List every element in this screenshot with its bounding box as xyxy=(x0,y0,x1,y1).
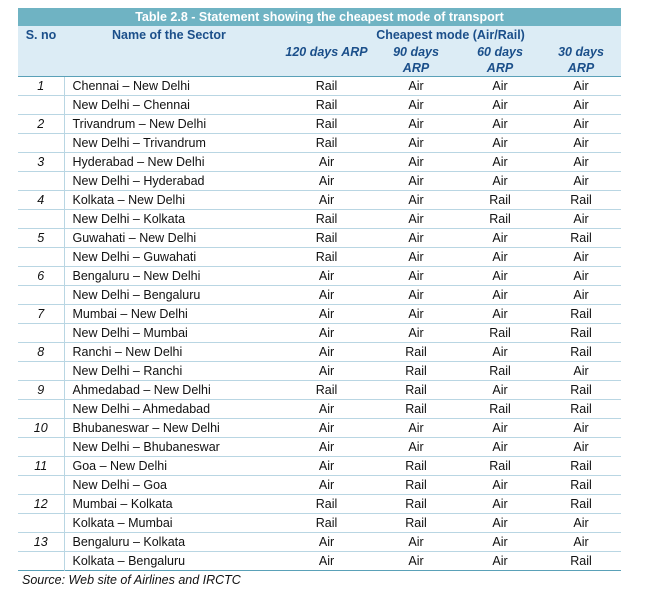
row-60-days: Air xyxy=(492,155,508,169)
row-60-days: Air xyxy=(492,383,508,397)
row-90-days: Air xyxy=(408,231,424,245)
row-sector: Mumbai – Kolkata xyxy=(64,495,280,514)
row-30-days: Rail xyxy=(570,402,592,416)
table-row xyxy=(18,134,621,153)
row-120-days: Rail xyxy=(315,98,338,112)
row-120-days: Air xyxy=(318,174,335,188)
row-60-days: Air xyxy=(492,478,508,492)
row-sno: 6 xyxy=(37,269,45,283)
row-sno xyxy=(18,248,64,267)
row-90-days: Rail xyxy=(405,345,427,359)
row-sector: Goa – New Delhi xyxy=(64,457,280,476)
table-row xyxy=(18,381,621,400)
row-60-days: Air xyxy=(492,421,508,435)
row-60-days: Air xyxy=(492,174,508,188)
row-120-days: Air xyxy=(318,155,335,169)
row-sector: New Delhi – Hyderabad xyxy=(64,172,280,191)
row-sno xyxy=(18,96,64,115)
row-90-days: Air xyxy=(408,326,424,340)
row-sno xyxy=(18,400,64,419)
table-row xyxy=(18,419,621,438)
row-120-days: Air xyxy=(318,345,335,359)
row-60-days: Rail xyxy=(489,326,511,340)
row-sector: New Delhi – Ahmedabad xyxy=(64,400,280,419)
row-60-days: Air xyxy=(492,535,508,549)
row-90-days: Rail xyxy=(405,497,427,511)
row-sector: Trivandrum – New Delhi xyxy=(64,115,280,134)
table-row xyxy=(18,362,621,381)
row-sector: Ranchi – New Delhi xyxy=(64,343,280,362)
row-30-days: Air xyxy=(573,98,589,112)
row-sector: New Delhi – Goa xyxy=(64,476,280,495)
row-30-days: Air xyxy=(573,136,589,150)
row-sno: 5 xyxy=(37,231,45,245)
table-row xyxy=(18,495,621,514)
row-30-days: Air xyxy=(573,117,589,131)
row-sector: Bengaluru – New Delhi xyxy=(64,267,280,286)
row-60-days: Air xyxy=(492,250,508,264)
row-30-days: Air xyxy=(573,535,589,549)
row-30-days: Air xyxy=(573,174,589,188)
row-120-days: Rail xyxy=(315,383,338,397)
row-sno xyxy=(18,134,64,153)
row-sector: Hyderabad – New Delhi xyxy=(64,153,280,172)
row-90-days: Air xyxy=(408,250,424,264)
row-30-days: Air xyxy=(573,269,589,283)
table-container xyxy=(18,8,621,587)
row-sector: New Delhi – Trivandrum xyxy=(64,134,280,153)
table-row xyxy=(18,514,621,533)
header-30-days: 30 days xyxy=(558,44,604,59)
row-sno xyxy=(18,552,64,571)
row-120-days: Air xyxy=(318,478,335,492)
row-90-days: Air xyxy=(408,193,424,207)
row-90-days: Rail xyxy=(405,364,427,378)
table-row xyxy=(18,286,621,305)
row-90-days: Rail xyxy=(405,383,427,397)
row-sector: New Delhi – Mumbai xyxy=(64,324,280,343)
row-30-days: Rail xyxy=(570,554,592,568)
row-60-days: Rail xyxy=(489,193,511,207)
row-30-days: Rail xyxy=(570,326,592,340)
row-30-days: Air xyxy=(573,79,589,93)
row-120-days: Air xyxy=(318,421,335,435)
row-120-days: Air xyxy=(318,535,335,549)
row-90-days: Air xyxy=(408,79,424,93)
table-title-text: - Statement showing the cheapest mode of transport xyxy=(187,10,504,24)
row-120-days: Air xyxy=(318,364,335,378)
table-row xyxy=(18,457,621,476)
row-sno: 3 xyxy=(37,155,45,169)
row-30-days: Rail xyxy=(570,307,592,321)
row-120-days: Rail xyxy=(315,250,338,264)
row-90-days: Rail xyxy=(405,478,427,492)
row-30-days: Air xyxy=(573,516,589,530)
row-sno: 8 xyxy=(37,345,45,359)
row-30-days: Air xyxy=(573,250,589,264)
row-90-days: Air xyxy=(408,535,424,549)
row-sno xyxy=(18,514,64,533)
table-row xyxy=(18,438,621,457)
table-row xyxy=(18,96,621,115)
row-sector: Bhubaneswar – New Delhi xyxy=(64,419,280,438)
row-sector: Mumbai – New Delhi xyxy=(64,305,280,324)
row-sno: 12 xyxy=(33,497,48,511)
row-sector: Guwahati – New Delhi xyxy=(64,229,280,248)
row-sno xyxy=(18,476,64,495)
row-30-days: Air xyxy=(573,421,589,435)
header-120-days: 120 days ARP xyxy=(285,44,368,59)
header-60-days: 60 days xyxy=(477,44,523,59)
row-60-days: Air xyxy=(492,307,508,321)
row-120-days: Air xyxy=(318,402,335,416)
row-120-days: Air xyxy=(318,459,335,473)
row-90-days: Air xyxy=(408,212,424,226)
row-60-days: Air xyxy=(492,136,508,150)
row-120-days: Air xyxy=(318,288,335,302)
row-sno: 10 xyxy=(33,421,48,435)
row-sector: Chennai – New Delhi xyxy=(64,77,280,96)
row-30-days: Rail xyxy=(570,383,592,397)
row-60-days: Air xyxy=(492,554,508,568)
row-30-days: Rail xyxy=(570,459,592,473)
header-90-days: 90 days xyxy=(393,44,439,59)
row-30-days: Air xyxy=(573,364,589,378)
row-120-days: Rail xyxy=(315,136,338,150)
header-cheapest-mode: Cheapest mode (Air/Rail) xyxy=(376,27,525,42)
row-60-days: Air xyxy=(492,79,508,93)
row-sno xyxy=(18,286,64,305)
table-row xyxy=(18,324,621,343)
row-90-days: Air xyxy=(408,288,424,302)
table-row xyxy=(18,153,621,172)
row-30-days: Rail xyxy=(570,231,592,245)
table-row xyxy=(18,172,621,191)
table-row xyxy=(18,476,621,495)
row-30-days: Air xyxy=(573,288,589,302)
row-60-days: Air xyxy=(492,440,508,454)
row-90-days: Air xyxy=(408,117,424,131)
row-90-days: Air xyxy=(408,421,424,435)
row-sector: Bengaluru – Kolkata xyxy=(64,533,280,552)
table-header xyxy=(18,26,621,77)
header-30-days-arp: ARP xyxy=(541,60,621,77)
row-30-days: Air xyxy=(573,440,589,454)
row-sector: Kolkata – Mumbai xyxy=(64,514,280,533)
row-30-days: Rail xyxy=(570,497,592,511)
row-30-days: Rail xyxy=(570,193,592,207)
table-row xyxy=(18,115,621,134)
row-120-days: Air xyxy=(318,554,335,568)
row-60-days: Rail xyxy=(489,459,511,473)
row-60-days: Air xyxy=(492,117,508,131)
row-60-days: Rail xyxy=(489,212,511,226)
row-sno: 13 xyxy=(33,535,48,549)
row-sno xyxy=(18,324,64,343)
row-90-days: Air xyxy=(408,269,424,283)
row-90-days: Air xyxy=(408,136,424,150)
row-sector: Ahmedabad – New Delhi xyxy=(64,381,280,400)
table-row xyxy=(18,343,621,362)
row-sector: Kolkata – New Delhi xyxy=(64,191,280,210)
row-120-days: Air xyxy=(318,440,335,454)
table-row xyxy=(18,248,621,267)
row-60-days: Rail xyxy=(489,402,511,416)
header-90-days-arp: ARP xyxy=(373,60,459,77)
row-30-days: Rail xyxy=(570,345,592,359)
row-90-days: Air xyxy=(408,554,424,568)
table-row xyxy=(18,191,621,210)
table-title xyxy=(18,8,621,26)
row-60-days: Air xyxy=(492,98,508,112)
row-sno: 2 xyxy=(37,117,45,131)
row-sno: 7 xyxy=(37,307,45,321)
row-sector: New Delhi – Kolkata xyxy=(64,210,280,229)
row-120-days: Rail xyxy=(315,231,338,245)
row-90-days: Rail xyxy=(405,402,427,416)
row-90-days: Air xyxy=(408,174,424,188)
row-120-days: Rail xyxy=(315,117,338,131)
row-sno: 9 xyxy=(37,383,45,397)
table-row xyxy=(18,552,621,571)
row-sno: 11 xyxy=(34,459,48,473)
row-30-days: Air xyxy=(573,155,589,169)
row-120-days: Air xyxy=(318,307,335,321)
row-sno xyxy=(18,362,64,381)
row-sector: New Delhi – Guwahati xyxy=(64,248,280,267)
row-90-days: Rail xyxy=(405,516,427,530)
row-120-days: Air xyxy=(318,193,335,207)
row-120-days: Air xyxy=(318,326,335,340)
table-title-number: Table 2.8 xyxy=(135,10,188,24)
row-90-days: Air xyxy=(408,98,424,112)
row-sector: New Delhi – Bhubaneswar xyxy=(64,438,280,457)
row-60-days: Rail xyxy=(489,364,511,378)
header-sector-name: Name of the Sector xyxy=(112,27,226,42)
row-60-days: Air xyxy=(492,288,508,302)
table-row xyxy=(18,305,621,324)
row-120-days: Rail xyxy=(315,79,338,93)
row-120-days: Rail xyxy=(315,497,338,511)
table-row xyxy=(18,267,621,286)
header-sno: S. no xyxy=(25,27,57,42)
source-note: Source: Web site of Airlines and IRCTC xyxy=(22,573,241,587)
row-90-days: Air xyxy=(408,307,424,321)
table-body xyxy=(18,77,621,571)
table-row xyxy=(18,77,621,96)
row-120-days: Rail xyxy=(315,516,338,530)
transport-mode-table xyxy=(18,26,621,571)
row-sno xyxy=(18,172,64,191)
table-row xyxy=(18,210,621,229)
table-row xyxy=(18,533,621,552)
row-sector: New Delhi – Ranchi xyxy=(64,362,280,381)
row-30-days: Rail xyxy=(570,478,592,492)
row-sno xyxy=(18,438,64,457)
row-60-days: Air xyxy=(492,516,508,530)
row-sector: Kolkata – Bengaluru xyxy=(64,552,280,571)
row-90-days: Rail xyxy=(405,459,427,473)
row-sno xyxy=(18,210,64,229)
table-row xyxy=(18,400,621,419)
row-sector: New Delhi – Bengaluru xyxy=(64,286,280,305)
row-60-days: Air xyxy=(492,269,508,283)
row-120-days: Air xyxy=(318,269,335,283)
row-sno: 4 xyxy=(37,193,45,207)
header-60-days-arp: ARP xyxy=(459,60,541,77)
row-sector: New Delhi – Chennai xyxy=(64,96,280,115)
row-30-days: Air xyxy=(573,212,589,226)
table-row xyxy=(18,229,621,248)
row-sno: 1 xyxy=(37,79,45,93)
row-60-days: Air xyxy=(492,231,508,245)
row-60-days: Air xyxy=(492,497,508,511)
row-90-days: Air xyxy=(408,440,424,454)
row-60-days: Air xyxy=(492,345,508,359)
row-120-days: Rail xyxy=(315,212,338,226)
row-90-days: Air xyxy=(408,155,424,169)
